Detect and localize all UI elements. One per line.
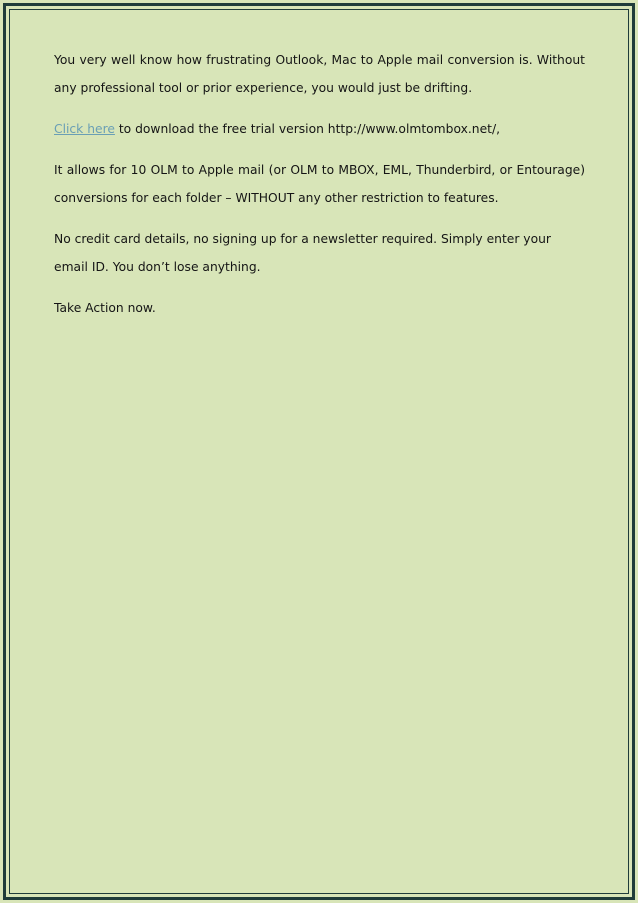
paragraph-download — [54, 115, 585, 143]
paragraph-intro: You very well know how frustrating Outlook, Mac to Apple mail conversion is. Without any professional tool or prior experience, you would just be drifting. — [54, 53, 585, 95]
paragraph-no-credit-card: No credit card details, no signing up for a newsletter required. Simply enter your email ID. You don’t lose anything. — [54, 232, 551, 274]
click-here-link[interactable]: Click here — [54, 122, 115, 136]
paragraph-allowance: It allows for 10 OLM to Apple mail (or OLM to MBOX, EML, Thunderbird, or Entourage) conversions for each folder – WITHOUT any other restriction to features. — [54, 163, 585, 205]
paragraph-call-to-action: Take Action now. — [54, 301, 156, 315]
document-body — [54, 46, 585, 335]
download-text: to download the free trial version http://www.olmtombox.net/, — [114, 122, 501, 136]
